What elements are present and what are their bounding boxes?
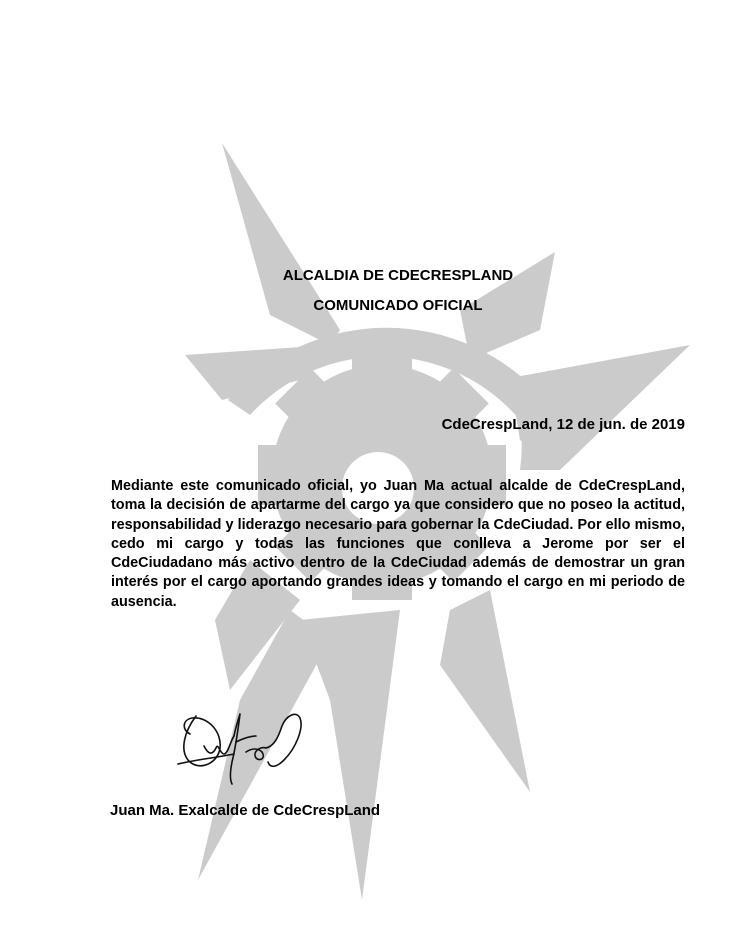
document-type-heading: COMUNICADO OFICIAL [313, 297, 483, 314]
communique-body: Mediante este comunicado oficial, yo Juan Ma actual alcalde de CdeCrespLand, toma la decisión de apartarme del cargo ya que considero que no poseo la actitud, responsabilidad y liderazgo necesario para gobernar la CdeCiudad. Por ello mismo, cedo mi cargo y todas las funciones que conlleva a Jerome por ser el CdeCiudadano más activo dentro de la CdeCiudad además de demostrar un gran interés por el cargo aportando grandes ideas y tomando el cargo en mi periodo de ausencia. [111, 478, 685, 610]
institution-heading: ALCALDIA DE CDECRESPLAND [282, 267, 514, 284]
signature-icon [174, 702, 320, 788]
signer-name: Juan Ma. Exalcalde de CdeCrespLand [110, 802, 381, 819]
place-date: CdeCrespLand, 12 de jun. de 2019 [441, 416, 685, 433]
